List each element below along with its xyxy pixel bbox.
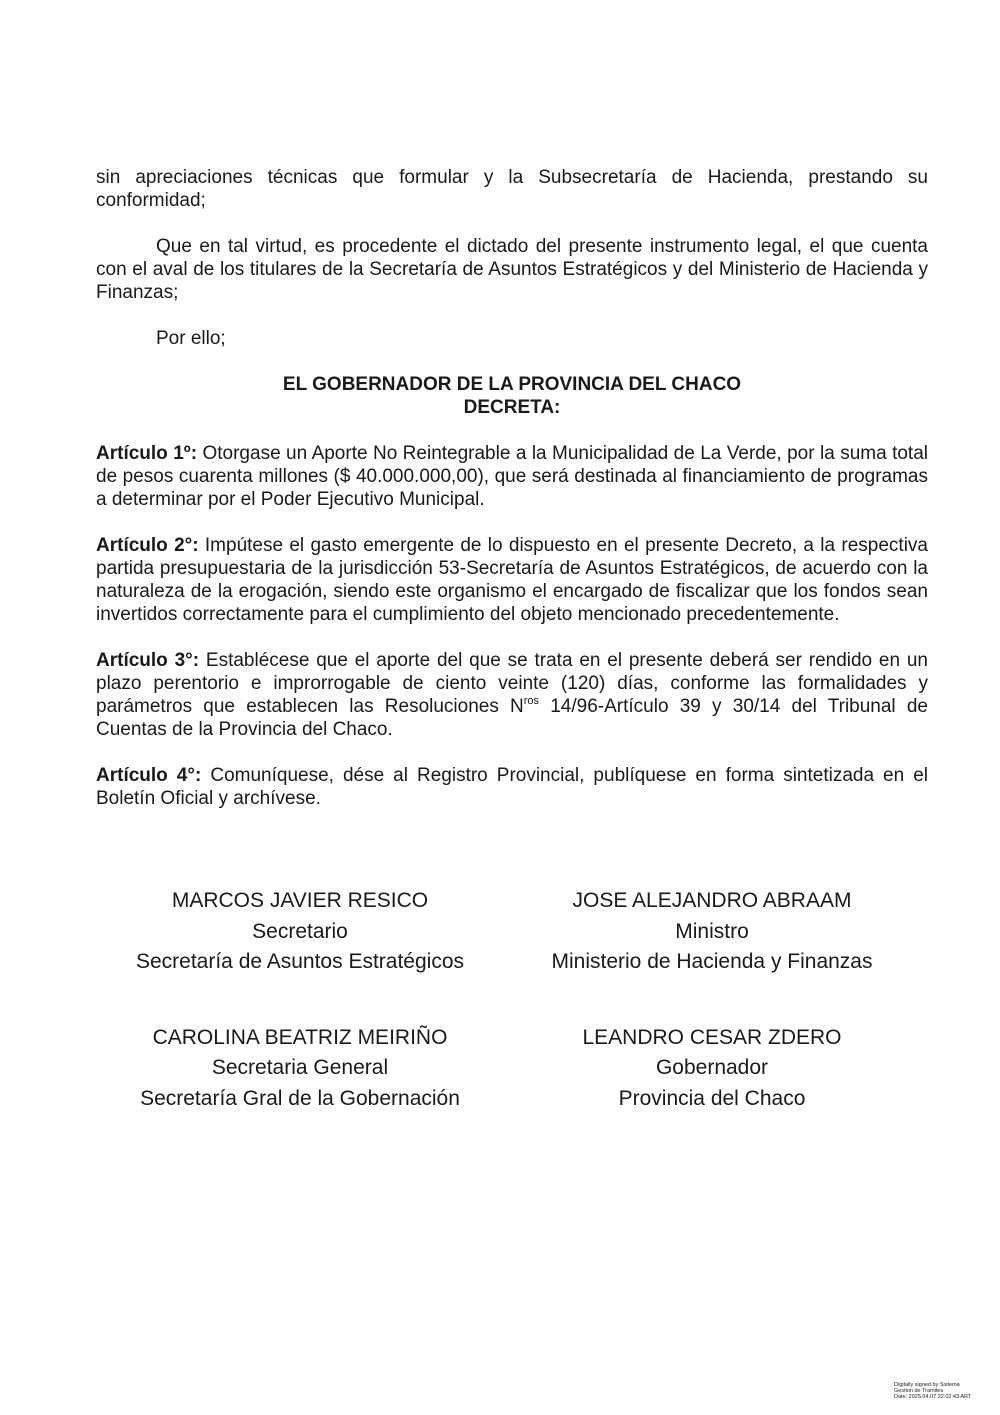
digital-signature-line3: Date: 2025.04.07 22:02:43 ART — [894, 1394, 972, 1400]
article-3-text: Establécese que el aporte del que se trata en el presente deberá ser rendido en un plazo perentorio e improrrogable de ciento veinte (120) días, conforme las formalidades y parámetros que establecen las Resoluciones N — [96, 650, 928, 717]
article-1 — [96, 442, 928, 511]
article-4-text: Comuníquese, dése al Registro Provincial, publíquese en forma sintetizada en el Boletín Oficial y archívese. — [96, 765, 928, 809]
decree-heading-line1: EL GOBERNADOR DE LA PROVINCIA DEL CHACO — [282, 374, 742, 395]
article-3-text-end: 14/96-Artículo 39 y 30/14 del Tribunal de Cuentas de la Provincia del Chaco. — [96, 696, 928, 740]
article-4-label: Artículo 4°: — [96, 765, 202, 786]
article-2 — [96, 534, 928, 626]
signatory-name: MARCOS JAVIER RESICO — [171, 889, 429, 912]
signatory-role: Secretaria General — [211, 1056, 389, 1079]
digital-signature-stamp — [894, 1382, 994, 1400]
article-4 — [96, 764, 928, 810]
signatory-name: CAROLINA BEATRIZ MEIRIÑO — [152, 1025, 448, 1049]
paragraph-por-ello: Por ello; — [156, 328, 226, 349]
paragraph-conformidad: sin apreciaciones técnicas que formular y la Subsecretaría de Hacienda, prestando su conformidad; — [96, 167, 928, 211]
digital-signature-line1: Digitally signed by Sistema — [894, 1382, 960, 1388]
article-3-label: Artículo 3°: — [96, 650, 200, 671]
signatory-office: Secretaría de Asuntos Estratégicos — [135, 950, 464, 973]
article-2-label: Artículo 2°: — [96, 535, 199, 556]
article-3 — [96, 649, 928, 741]
article-1-label: Artículo 1º: — [96, 443, 198, 464]
article-3-superscript: ros — [523, 695, 540, 707]
digital-signature-line2: Gestion de Tramites — [894, 1388, 944, 1394]
signatory-role: Secretario — [252, 919, 348, 943]
decree-heading — [96, 373, 928, 419]
signatory-name: LEANDRO CESAR ZDERO — [582, 1025, 842, 1049]
signatory-office: Provincia del Chaco — [618, 1086, 806, 1110]
signature-block — [0, 886, 1000, 1114]
signature-row — [0, 1023, 1000, 1115]
signature-row — [0, 886, 1000, 978]
signatory-office: Ministerio de Hacienda y Finanzas — [551, 950, 873, 973]
signature-abraam — [512, 886, 912, 978]
decree-heading-line2: DECRETA: — [463, 397, 561, 418]
paragraph-considerando: Que en tal virtud, es procedente el dictado del presente instrumento legal, el que cuenta con el aval de los titulares de la Secretaría de Asuntos Estratégicos y del Ministerio de Hacienda y Finanzas; — [96, 236, 928, 303]
signature-meirino — [100, 1023, 500, 1115]
article-2-text: Impútese el gasto emergente de lo dispuesto en el presente Decreto, a la respectiva partida presupuestaria de la jurisdicción 53-Secretaría de Asuntos Estratégicos, de acuerdo con la naturaleza de la erogación, siendo este organismo el encargado de fiscalizar que los fondos sean invertidos correctamente para el cumplimiento del objeto mencionado precedentemente. — [96, 535, 928, 625]
signature-resico — [100, 886, 500, 978]
article-1-text: Otorgase un Aporte No Reintegrable a la Municipalidad de La Verde, por la suma total de pesos cuarenta millones ($ 40.000.000,00), que será destinada al financiamiento de programas a determinar por el Poder Ejecutivo Municipal. — [96, 443, 928, 510]
signature-zdero — [512, 1023, 912, 1115]
signatory-role: Ministro — [675, 919, 749, 943]
signatory-role: Gobernador — [655, 1056, 769, 1079]
signatory-name: JOSE ALEJANDRO ABRAAM — [572, 889, 852, 912]
signatory-office: Secretaría Gral de la Gobernación — [140, 1086, 460, 1110]
document-page — [96, 166, 928, 810]
